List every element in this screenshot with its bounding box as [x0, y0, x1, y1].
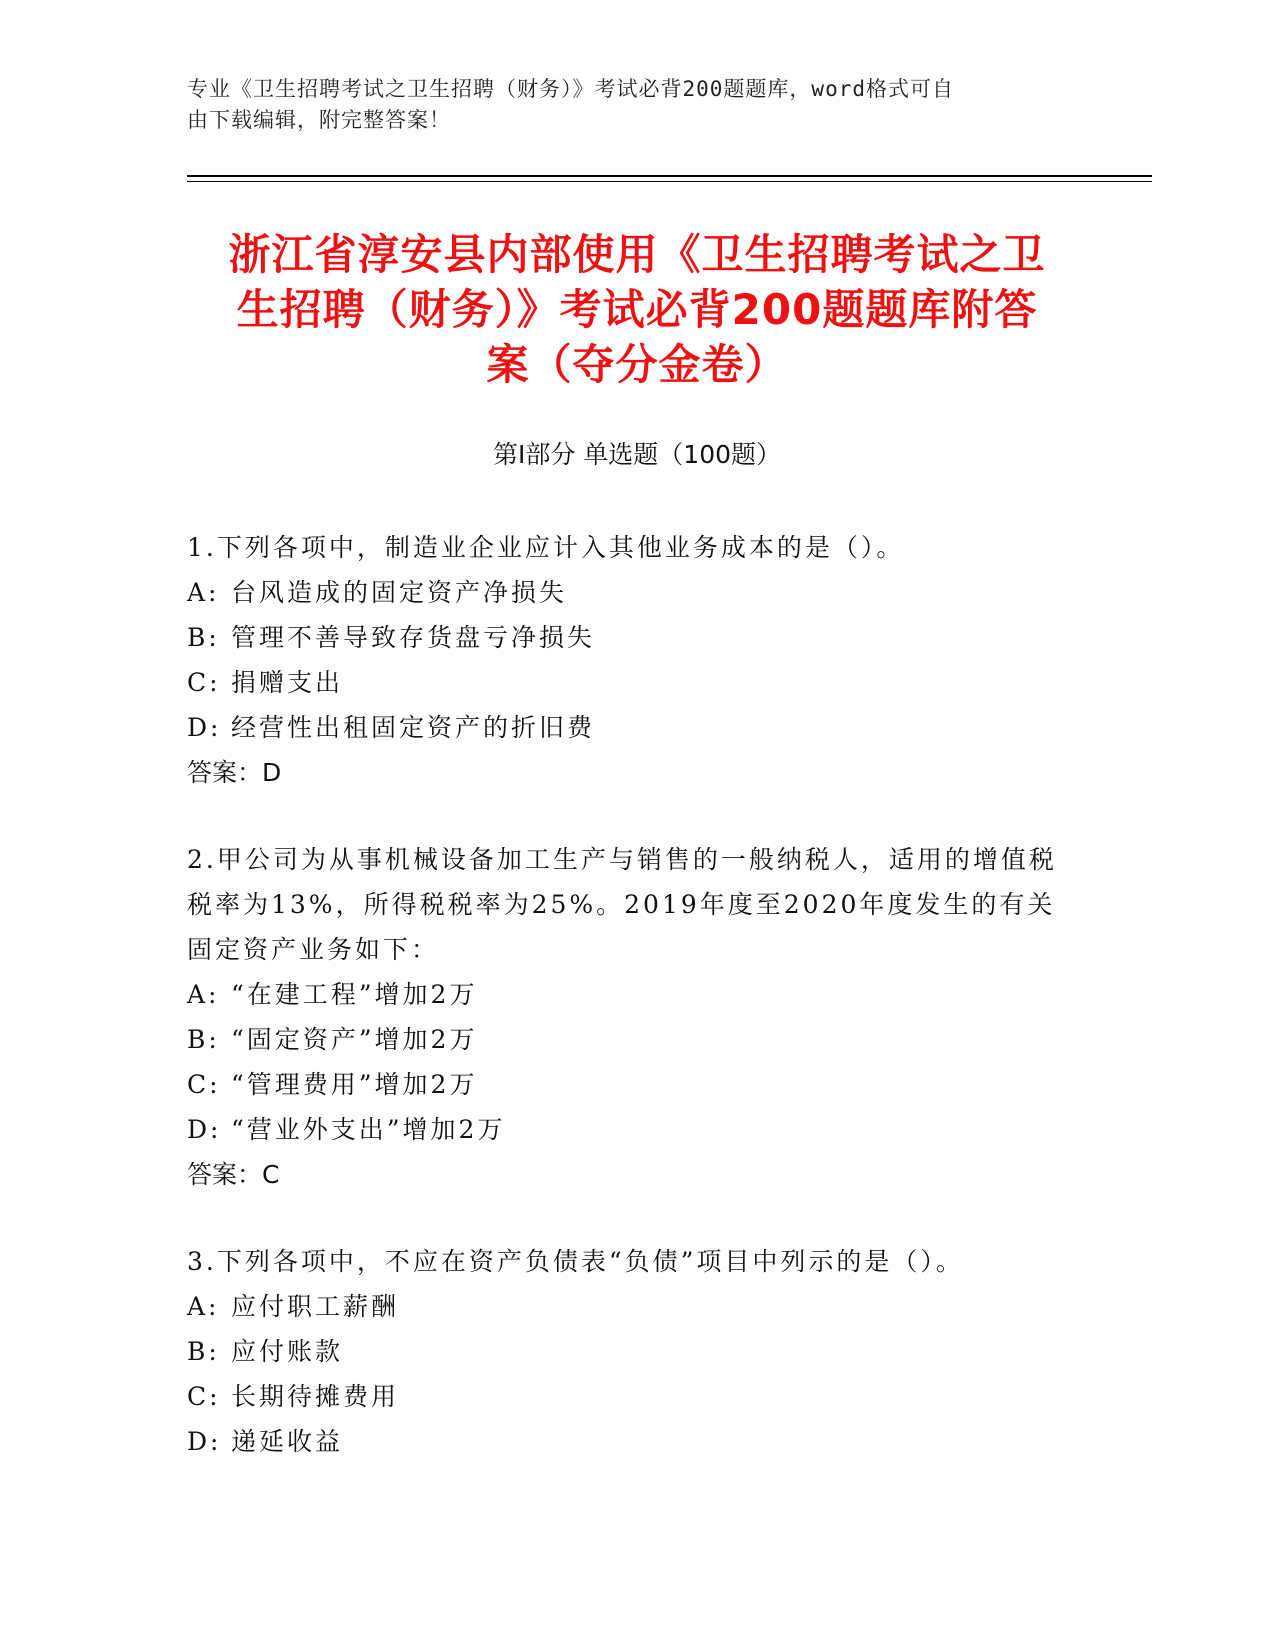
option-text: “在建工程”增加2万: [231, 980, 478, 1009]
option-letter: C:: [187, 1070, 221, 1099]
option-letter: C:: [187, 668, 221, 697]
question-stem: 3.下列各项中，不应在资产负债表“负债”项目中列示的是（）。: [187, 1247, 964, 1276]
question-stem: 1.下列各项中，制造业企业应计入其他业务成本的是（）。: [187, 533, 905, 562]
option-a: [187, 1284, 1067, 1329]
section-title: 第Ⅰ部分 单选题（100题）: [492, 440, 782, 469]
option-text: “管理费用”增加2万: [231, 1070, 478, 1099]
option-letter: D:: [187, 1427, 222, 1456]
option-text: 捐赠支出: [231, 668, 344, 697]
question-1: [187, 525, 1067, 795]
question-2: [187, 837, 1067, 1197]
question-3: [187, 1239, 1067, 1464]
option-b: [187, 615, 1067, 660]
option-text: 应付账款: [231, 1337, 344, 1366]
document-title-line-2: 生招聘（财务）》考试必背200题题库附答: [236, 285, 1038, 334]
option-letter: B:: [187, 1025, 220, 1054]
option-d: [187, 1107, 1067, 1152]
question-list: [187, 525, 1067, 1506]
option-b: [187, 1017, 1067, 1062]
option-c: [187, 660, 1067, 705]
option-letter: A:: [187, 980, 220, 1009]
header-note: [187, 74, 1067, 136]
document-title-line-3: 案（夺分金卷）: [486, 340, 788, 389]
option-c: [187, 1062, 1067, 1107]
option-a: [187, 972, 1067, 1017]
header-rule-thick: [187, 175, 1152, 177]
option-text: 应付职工薪酬: [231, 1292, 400, 1321]
option-b: [187, 1329, 1067, 1374]
option-letter: D:: [187, 1115, 222, 1144]
option-letter: C:: [187, 1382, 221, 1411]
header-rule-thin: [187, 181, 1152, 182]
answer: 答案：D: [187, 758, 282, 787]
option-letter: A:: [187, 1292, 220, 1321]
option-d: [187, 1419, 1067, 1464]
option-c: [187, 1374, 1067, 1419]
option-letter: D:: [187, 713, 222, 742]
option-text: 经营性出租固定资产的折旧费: [231, 713, 596, 742]
option-text: “固定资产”增加2万: [231, 1025, 478, 1054]
option-text: 管理不善导致存货盘亏净损失: [231, 623, 596, 652]
question-stem: 2.甲公司为从事机械设备加工生产与销售的一般纳税人，适用的增值税税率为13%，所得税税率为25%。2019年度至2020年度发生的有关固定资产业务如下：: [187, 845, 1057, 964]
option-text: 长期待摊费用: [231, 1382, 400, 1411]
option-letter: A:: [187, 578, 220, 607]
option-letter: B:: [187, 1337, 220, 1366]
document-title-line-1: 浙江省淳安县内部使用《卫生招聘考试之卫: [228, 230, 1046, 279]
option-letter: B:: [187, 623, 220, 652]
option-d: [187, 705, 1067, 750]
option-text: 台风造成的固定资产净损失: [231, 578, 568, 607]
header-note-line-2: 由下载编辑，附完整答案！: [187, 108, 451, 132]
header-note-line-1: 专业《卫生招聘考试之卫生招聘（财务）》考试必背200题题库，word格式可自: [187, 77, 954, 101]
option-text: 递延收益: [231, 1427, 344, 1456]
answer: 答案：C: [187, 1160, 280, 1189]
document-title: [187, 227, 1087, 392]
option-text: “营业外支出”增加2万: [231, 1115, 506, 1144]
option-a: [187, 570, 1067, 615]
